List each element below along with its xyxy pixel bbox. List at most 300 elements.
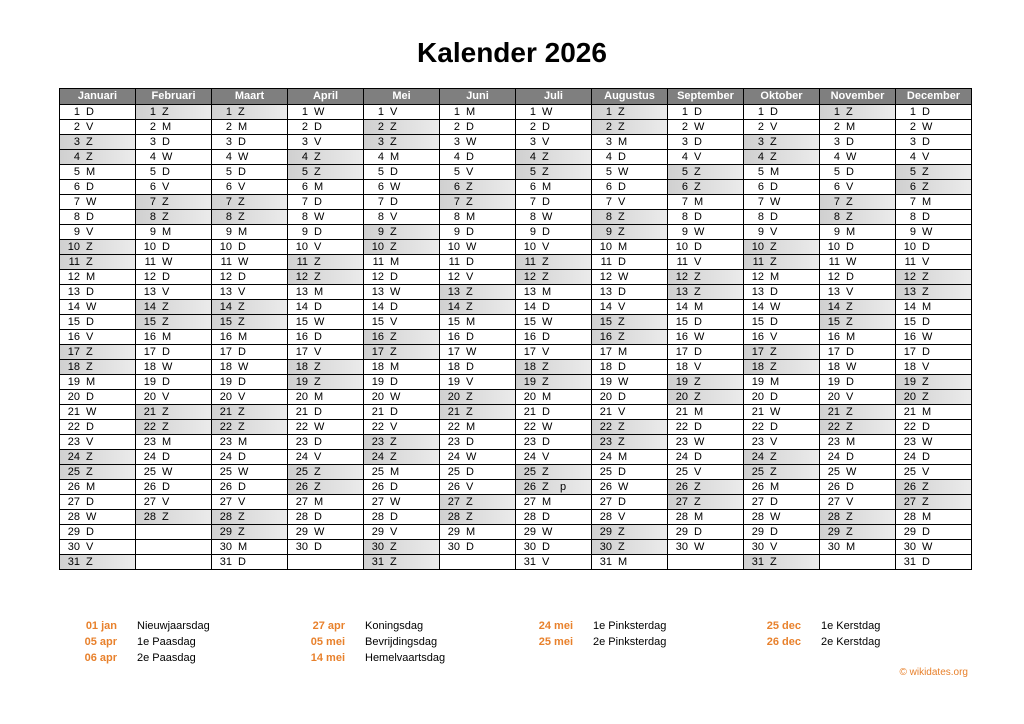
day-cell xyxy=(668,180,743,195)
weekday-letter: Z xyxy=(314,480,321,493)
weekday-letter: W xyxy=(770,405,781,418)
day-cell xyxy=(364,255,439,270)
day-number: 1 xyxy=(73,105,80,118)
day-number: 22 xyxy=(523,420,536,433)
day-number: 24 xyxy=(143,450,156,463)
credit-link[interactable]: © wikidates.org xyxy=(899,667,968,678)
month-column xyxy=(364,89,440,570)
weekday-letter: M xyxy=(466,315,476,328)
day-number: 10 xyxy=(219,240,232,253)
weekday-letter: W xyxy=(466,240,477,253)
weekday-letter: D xyxy=(922,240,930,253)
weekday-letter: D xyxy=(694,525,702,538)
day-cell xyxy=(896,525,971,540)
weekday-letter: W xyxy=(694,540,705,553)
weekday-letter: W xyxy=(618,480,629,493)
day-number: 18 xyxy=(219,360,232,373)
day-number: 18 xyxy=(67,360,80,373)
day-cell xyxy=(820,450,895,465)
weekday-letter: D xyxy=(770,105,778,118)
day-number: 6 xyxy=(833,180,840,193)
weekday-letter: D xyxy=(162,480,170,493)
weekday-letter: Z xyxy=(466,285,473,298)
day-cell xyxy=(440,300,515,315)
weekday-letter: D xyxy=(238,240,246,253)
day-cell xyxy=(592,315,667,330)
empty-cell xyxy=(440,555,515,570)
day-cell xyxy=(136,390,211,405)
weekday-letter: V xyxy=(770,330,778,343)
day-number: 23 xyxy=(827,435,840,448)
weekday-letter: Z xyxy=(846,195,853,208)
calendar-grid xyxy=(59,88,972,570)
day-cell xyxy=(136,255,211,270)
day-number: 6 xyxy=(757,180,764,193)
holiday-name: 2e Kerstdag xyxy=(821,636,881,648)
day-number: 16 xyxy=(599,330,612,343)
weekday-letter: D xyxy=(694,345,702,358)
day-number: 13 xyxy=(67,285,80,298)
weekday-letter: Z xyxy=(162,300,169,313)
day-cell xyxy=(212,180,287,195)
day-cell xyxy=(440,405,515,420)
weekday-letter: V xyxy=(694,255,702,268)
day-cell xyxy=(820,120,895,135)
day-cell xyxy=(592,225,667,240)
day-number: 10 xyxy=(599,240,612,253)
weekday-letter: D xyxy=(618,180,626,193)
month-header: Januari xyxy=(60,89,135,105)
day-number: 7 xyxy=(605,195,612,208)
weekday-letter: D xyxy=(162,165,170,178)
day-number: 22 xyxy=(447,420,460,433)
weekday-letter: Z xyxy=(314,375,321,388)
day-number: 15 xyxy=(295,315,308,328)
day-number: 30 xyxy=(827,540,840,553)
day-cell xyxy=(668,210,743,225)
day-number: 6 xyxy=(377,180,384,193)
day-cell xyxy=(668,135,743,150)
day-cell xyxy=(288,195,363,210)
day-number: 3 xyxy=(529,135,536,148)
holiday-date: 27 apr xyxy=(312,620,345,632)
weekday-letter: V xyxy=(86,225,94,238)
day-number: 13 xyxy=(827,285,840,298)
day-cell xyxy=(744,270,819,285)
day-number: 26 xyxy=(219,480,232,493)
day-cell xyxy=(516,225,591,240)
day-number: 31 xyxy=(903,555,916,568)
weekday-letter: W xyxy=(922,435,933,448)
day-number: 27 xyxy=(143,495,156,508)
day-number: 9 xyxy=(833,225,840,238)
day-cell xyxy=(288,330,363,345)
day-cell xyxy=(516,360,591,375)
day-cell xyxy=(440,270,515,285)
weekday-letter: D xyxy=(542,225,550,238)
day-cell xyxy=(820,255,895,270)
weekday-letter: M xyxy=(466,420,476,433)
day-cell xyxy=(592,300,667,315)
weekday-letter: W xyxy=(238,150,249,163)
day-number: 25 xyxy=(295,465,308,478)
day-cell xyxy=(60,375,135,390)
holiday-group xyxy=(515,618,743,666)
day-cell xyxy=(516,255,591,270)
day-number: 27 xyxy=(371,495,384,508)
day-cell xyxy=(668,435,743,450)
day-number: 27 xyxy=(827,495,840,508)
weekday-letter: M xyxy=(846,120,856,133)
weekday-letter: Z xyxy=(694,165,701,178)
holiday-item xyxy=(287,650,515,666)
month-column xyxy=(288,89,364,570)
day-cell xyxy=(136,135,211,150)
day-cell xyxy=(60,450,135,465)
day-number: 15 xyxy=(827,315,840,328)
day-number: 6 xyxy=(149,180,156,193)
day-number: 25 xyxy=(219,465,232,478)
day-cell xyxy=(288,270,363,285)
day-cell xyxy=(440,225,515,240)
day-cell xyxy=(136,300,211,315)
day-number: 9 xyxy=(757,225,764,238)
day-number: 11 xyxy=(524,255,536,268)
day-cell xyxy=(516,480,591,495)
weekday-letter: D xyxy=(162,135,170,148)
day-number: 29 xyxy=(599,525,612,538)
day-cell xyxy=(592,495,667,510)
day-number: 8 xyxy=(757,210,764,223)
weekday-letter: M xyxy=(314,390,324,403)
month-header: Mei xyxy=(364,89,439,105)
day-cell xyxy=(820,105,895,120)
weekday-letter: W xyxy=(770,510,781,523)
day-cell xyxy=(136,435,211,450)
weekday-letter: Z xyxy=(238,315,245,328)
weekday-letter: D xyxy=(466,120,474,133)
weekday-letter: Z xyxy=(390,555,397,568)
day-number: 19 xyxy=(523,375,536,388)
day-number: 8 xyxy=(529,210,536,223)
day-cell xyxy=(592,405,667,420)
day-cell xyxy=(592,105,667,120)
day-number: 26 xyxy=(751,480,764,493)
weekday-letter: Z xyxy=(770,135,777,148)
day-cell xyxy=(516,525,591,540)
day-number: 20 xyxy=(675,390,688,403)
day-number: 10 xyxy=(827,240,840,253)
day-number: 17 xyxy=(219,345,232,358)
day-cell xyxy=(820,420,895,435)
day-number: 30 xyxy=(903,540,916,553)
weekday-letter: D xyxy=(238,555,246,568)
day-number: 10 xyxy=(67,240,80,253)
weekday-letter: W xyxy=(86,300,97,313)
day-cell xyxy=(592,270,667,285)
day-number: 28 xyxy=(219,510,232,523)
day-cell xyxy=(896,480,971,495)
day-cell xyxy=(136,480,211,495)
holiday-date: 24 mei xyxy=(538,620,573,632)
day-number: 25 xyxy=(67,465,80,478)
day-cell xyxy=(364,225,439,240)
day-number: 22 xyxy=(599,420,612,433)
day-number: 8 xyxy=(149,210,156,223)
day-number: 10 xyxy=(675,240,688,253)
day-number: 17 xyxy=(447,345,460,358)
day-cell xyxy=(744,135,819,150)
weekday-letter: D xyxy=(390,300,398,313)
weekday-letter: V xyxy=(390,315,398,328)
day-number: 23 xyxy=(67,435,80,448)
day-number: 19 xyxy=(599,375,612,388)
weekday-letter: D xyxy=(466,435,474,448)
day-number: 4 xyxy=(73,150,80,163)
day-cell xyxy=(136,330,211,345)
day-number: 10 xyxy=(143,240,156,253)
day-number: 23 xyxy=(675,435,688,448)
weekday-letter: D xyxy=(238,345,246,358)
day-number: 22 xyxy=(219,420,232,433)
weekday-letter: Z xyxy=(770,360,777,373)
day-number: 20 xyxy=(371,390,384,403)
day-cell xyxy=(364,270,439,285)
day-cell xyxy=(592,540,667,555)
weekday-letter: V xyxy=(846,390,854,403)
weekday-letter: M xyxy=(390,150,400,163)
day-number: 29 xyxy=(903,525,916,538)
day-number: 16 xyxy=(371,330,384,343)
weekday-letter: D xyxy=(694,210,702,223)
day-number: 21 xyxy=(675,405,688,418)
weekday-letter: D xyxy=(542,510,550,523)
weekday-letter: Z xyxy=(466,195,473,208)
day-number: 9 xyxy=(453,225,460,238)
weekday-letter: M xyxy=(86,165,96,178)
day-cell xyxy=(212,405,287,420)
day-number: 8 xyxy=(605,210,612,223)
day-cell xyxy=(744,225,819,240)
day-number: 24 xyxy=(219,450,232,463)
weekday-letter: V xyxy=(922,465,930,478)
day-number: 14 xyxy=(751,300,764,313)
day-number: 1 xyxy=(301,105,308,118)
day-cell xyxy=(820,390,895,405)
weekday-letter: Z xyxy=(314,465,321,478)
day-number: 13 xyxy=(371,285,384,298)
day-cell xyxy=(440,435,515,450)
day-number: 8 xyxy=(225,210,232,223)
day-cell xyxy=(212,375,287,390)
day-number: 14 xyxy=(371,300,384,313)
holiday-group xyxy=(287,618,515,666)
weekday-letter: W xyxy=(314,525,325,538)
weekday-letter: D xyxy=(618,465,626,478)
day-number: 3 xyxy=(605,135,612,148)
day-number: 2 xyxy=(605,120,612,133)
day-cell xyxy=(592,165,667,180)
day-cell xyxy=(668,330,743,345)
weekday-letter: Z xyxy=(922,285,929,298)
day-number: 18 xyxy=(675,360,688,373)
day-number: 7 xyxy=(301,195,308,208)
weekday-letter: D xyxy=(846,165,854,178)
day-cell xyxy=(364,525,439,540)
weekday-letter: Z xyxy=(846,105,853,118)
day-cell xyxy=(516,165,591,180)
day-number: 13 xyxy=(219,285,232,298)
day-number: 19 xyxy=(903,375,916,388)
day-number: 5 xyxy=(605,165,612,178)
day-cell xyxy=(440,525,515,540)
day-number: 5 xyxy=(73,165,80,178)
holiday-date: 26 dec xyxy=(766,636,801,648)
holiday-date: 05 apr xyxy=(84,636,117,648)
day-number: 11 xyxy=(296,255,308,268)
weekday-letter: D xyxy=(314,195,322,208)
day-cell xyxy=(364,375,439,390)
day-cell xyxy=(364,345,439,360)
day-number: 25 xyxy=(751,465,764,478)
day-number: 23 xyxy=(523,435,536,448)
day-cell xyxy=(60,120,135,135)
month-column xyxy=(440,89,516,570)
weekday-letter: Z xyxy=(466,300,473,313)
day-number: 7 xyxy=(833,195,840,208)
weekday-letter: D xyxy=(238,165,246,178)
day-number: 16 xyxy=(523,330,536,343)
day-cell xyxy=(136,420,211,435)
month-header: April xyxy=(288,89,363,105)
day-number: 26 xyxy=(67,480,80,493)
day-cell xyxy=(592,510,667,525)
weekday-letter: V xyxy=(618,405,626,418)
day-cell xyxy=(668,420,743,435)
day-number: 19 xyxy=(371,375,384,388)
day-cell xyxy=(136,210,211,225)
weekday-letter: W xyxy=(162,360,173,373)
day-number: 29 xyxy=(219,525,232,538)
day-number: 20 xyxy=(523,390,536,403)
day-number: 18 xyxy=(751,360,764,373)
weekday-letter: M xyxy=(238,225,248,238)
day-number: 31 xyxy=(371,555,384,568)
day-number: 1 xyxy=(909,105,916,118)
day-cell xyxy=(212,300,287,315)
weekday-letter: Z xyxy=(238,405,245,418)
day-number: 31 xyxy=(219,555,232,568)
day-number: 27 xyxy=(219,495,232,508)
day-number: 11 xyxy=(904,255,916,268)
day-cell xyxy=(212,390,287,405)
weekday-letter: W xyxy=(694,435,705,448)
weekday-letter: M xyxy=(390,360,400,373)
weekday-letter: D xyxy=(162,345,170,358)
day-cell xyxy=(136,315,211,330)
day-number: 20 xyxy=(219,390,232,403)
month-header: Februari xyxy=(136,89,211,105)
weekday-letter: Z xyxy=(770,255,777,268)
day-cell xyxy=(440,495,515,510)
day-cell xyxy=(744,255,819,270)
day-number: 26 xyxy=(675,480,688,493)
day-number: 27 xyxy=(675,495,688,508)
day-cell xyxy=(896,300,971,315)
weekday-letter: Z xyxy=(694,375,701,388)
day-cell xyxy=(896,450,971,465)
day-number: 12 xyxy=(143,270,156,283)
day-number: 1 xyxy=(757,105,764,118)
day-cell xyxy=(288,210,363,225)
weekday-letter: D xyxy=(846,480,854,493)
weekday-letter: Z xyxy=(542,165,549,178)
day-cell xyxy=(364,135,439,150)
day-number: 28 xyxy=(675,510,688,523)
day-number: 30 xyxy=(523,540,536,553)
day-cell xyxy=(136,345,211,360)
weekday-letter: M xyxy=(238,540,248,553)
weekday-letter: Z xyxy=(922,480,929,493)
day-cell xyxy=(744,330,819,345)
weekday-letter: V xyxy=(390,105,398,118)
day-cell xyxy=(820,135,895,150)
day-cell xyxy=(136,105,211,120)
day-cell xyxy=(60,465,135,480)
weekday-letter: Z xyxy=(390,225,397,238)
day-number: 2 xyxy=(833,120,840,133)
day-cell xyxy=(896,540,971,555)
weekday-letter: M xyxy=(770,480,780,493)
day-number: 21 xyxy=(219,405,232,418)
weekday-letter: D xyxy=(542,405,550,418)
day-cell xyxy=(440,210,515,225)
weekday-letter: M xyxy=(846,225,856,238)
weekday-letter: Z xyxy=(466,405,473,418)
weekday-letter: D xyxy=(314,225,322,238)
day-cell xyxy=(136,360,211,375)
day-cell xyxy=(136,465,211,480)
holiday-group xyxy=(743,618,971,666)
day-number: 2 xyxy=(681,120,688,133)
day-cell xyxy=(60,315,135,330)
day-cell xyxy=(896,360,971,375)
weekday-letter: Z xyxy=(390,435,397,448)
weekday-letter: M xyxy=(314,180,324,193)
day-number: 13 xyxy=(447,285,460,298)
weekday-letter: W xyxy=(86,405,97,418)
day-number: 16 xyxy=(219,330,232,343)
month-header: December xyxy=(896,89,971,105)
day-cell xyxy=(516,465,591,480)
weekday-letter: M xyxy=(618,345,628,358)
day-number: 8 xyxy=(909,210,916,223)
day-cell xyxy=(592,435,667,450)
weekday-letter: D xyxy=(922,210,930,223)
day-cell xyxy=(744,150,819,165)
day-number: 14 xyxy=(675,300,688,313)
day-number: 20 xyxy=(295,390,308,403)
weekday-letter: Z xyxy=(390,345,397,358)
weekday-letter: Z xyxy=(770,450,777,463)
day-cell xyxy=(288,420,363,435)
day-number: 4 xyxy=(529,150,536,163)
day-number: 15 xyxy=(143,315,156,328)
day-cell xyxy=(592,390,667,405)
day-cell xyxy=(364,210,439,225)
day-number: 12 xyxy=(295,270,308,283)
day-cell xyxy=(744,195,819,210)
